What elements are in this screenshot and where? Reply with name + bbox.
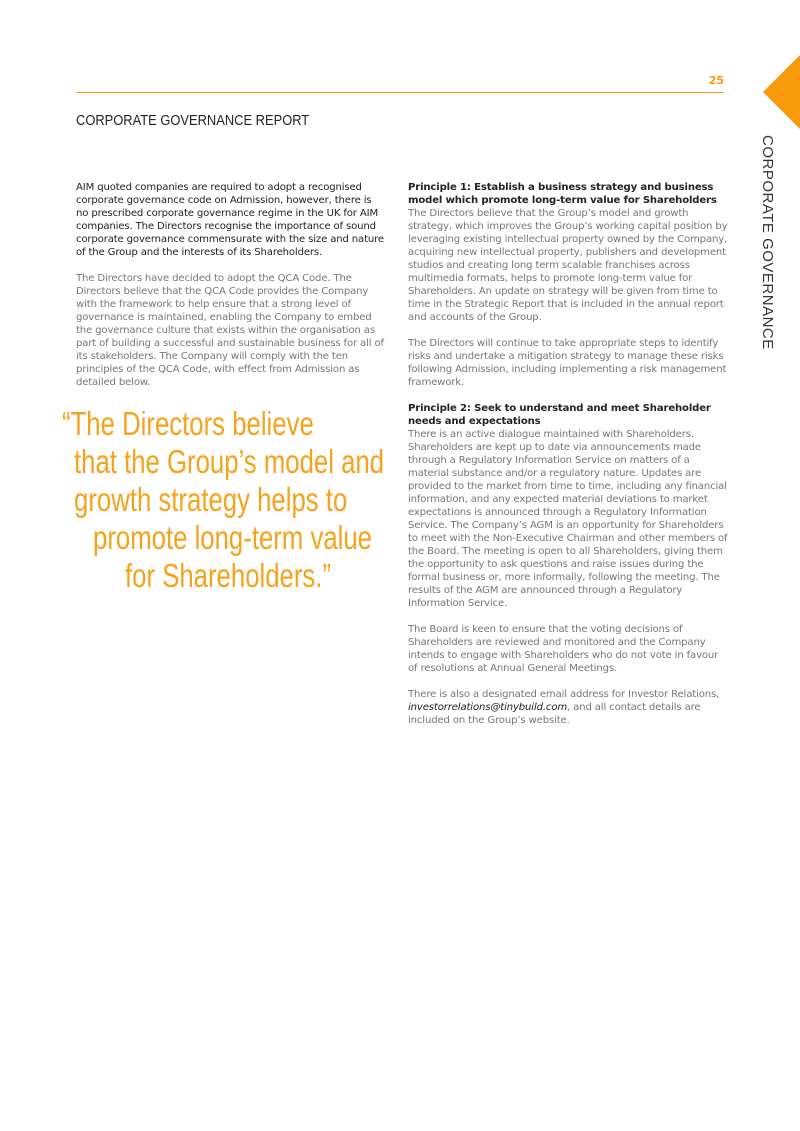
- qca-paragraph: The Directors have decided to adopt the QCA Code. The Directors believe that the QCA Code provides the Company with the framework to help ensure that a strong level of governance is maintained, enabling the Company to embed the governance culture that exists within the organisation as part of building a successful and sustainable business for all of its stakeholders. The Company will comply with the ten principles of the QCA Code, with effect from Admission as detailed below.: [76, 273, 384, 388]
- principle-1-text-2: The Directors will continue to take appropriate steps to identify risks and undertake a mitigation strategy to manage these risks following Admission, including implementing a risk management framework.: [408, 338, 727, 388]
- ir-text-before: There is also a designated email address for Investor Relations,: [408, 689, 720, 700]
- quote-line: promote long-term value: [93, 519, 372, 556]
- principle-2-heading: Principle 2: Seek to understand and meet Shareholder needs and expectations: [408, 403, 711, 427]
- intro-paragraph: AIM quoted companies are required to adopt a recognised corporate governance code on Admission, however, there is no prescribed corporate governance regime in the UK for AIM companies. The Directors recognise the importance of sound corporate governance commensurate with the size and nature of the Group and the interests of its Shareholders.: [76, 182, 384, 258]
- quote-line: for Shareholders.”: [125, 557, 332, 594]
- header-rule: [76, 92, 724, 93]
- principle-2-text: There is an active dialogue maintained with Shareholders. Shareholders are kept up to date via announcements made through a Regulatory Information Service on matters of a material substance and/or a regulatory nature. Updates are provided to the market from time to time, including any financial information, and any expected material deviations to market expectations is announced through a Regulatory Information Service. The Company’s AGM is an opportunity for Shareholders to meet with the Non-Executive Chairman and other members of the Board. The meeting is open to all Shareholders, giving them the opportunity to ask questions and raise issues during the formal business or, more informally, following the meeting. The results of the AGM are announced through a Regulatory Information Service.: [408, 429, 728, 609]
- right-column: [408, 181, 728, 740]
- quote-line: growth strategy helps to: [74, 481, 348, 518]
- page-number: 25: [708, 74, 724, 87]
- ir-text-after: , and all contact details are included on the Group’s website.: [408, 702, 701, 726]
- section-tab-label: CORPORATE GOVERNANCE: [759, 135, 776, 350]
- principle-1-heading: Principle 1: Establish a business strategy and business model which promote long-term value for Shareholders: [408, 182, 717, 206]
- principle-2-text-3: [408, 688, 728, 727]
- section-tab-marker: [763, 55, 800, 129]
- page-title: CORPORATE GOVERNANCE REPORT: [76, 112, 310, 129]
- quote-line: that the Group’s model and: [74, 443, 385, 480]
- left-column: [76, 181, 386, 402]
- investor-relations-email[interactable]: investorrelations@tinybuild.com: [408, 702, 568, 713]
- principle-1-text: The Directors believe that the Group’s model and growth strategy, which improves the Group’s working capital position by leveraging existing intellectual property owned by the Company, acquiring new intellectual property, publishers and development studios and creating long term scalable franchises across multimedia formats, helps to promote long-term value for Shareholders. An update on strategy will be given from time to time in the Strategic Report that is included in the annual report and accounts of the Group.: [408, 208, 728, 323]
- quote-line: “The Directors believe: [62, 405, 314, 442]
- principle-2-text-2: The Board is keen to ensure that the voting decisions of Shareholders are reviewed and monitored and the Company intends to engage with Shareholders who do not vote in favour of resolutions at Annual General Meetings.: [408, 624, 719, 674]
